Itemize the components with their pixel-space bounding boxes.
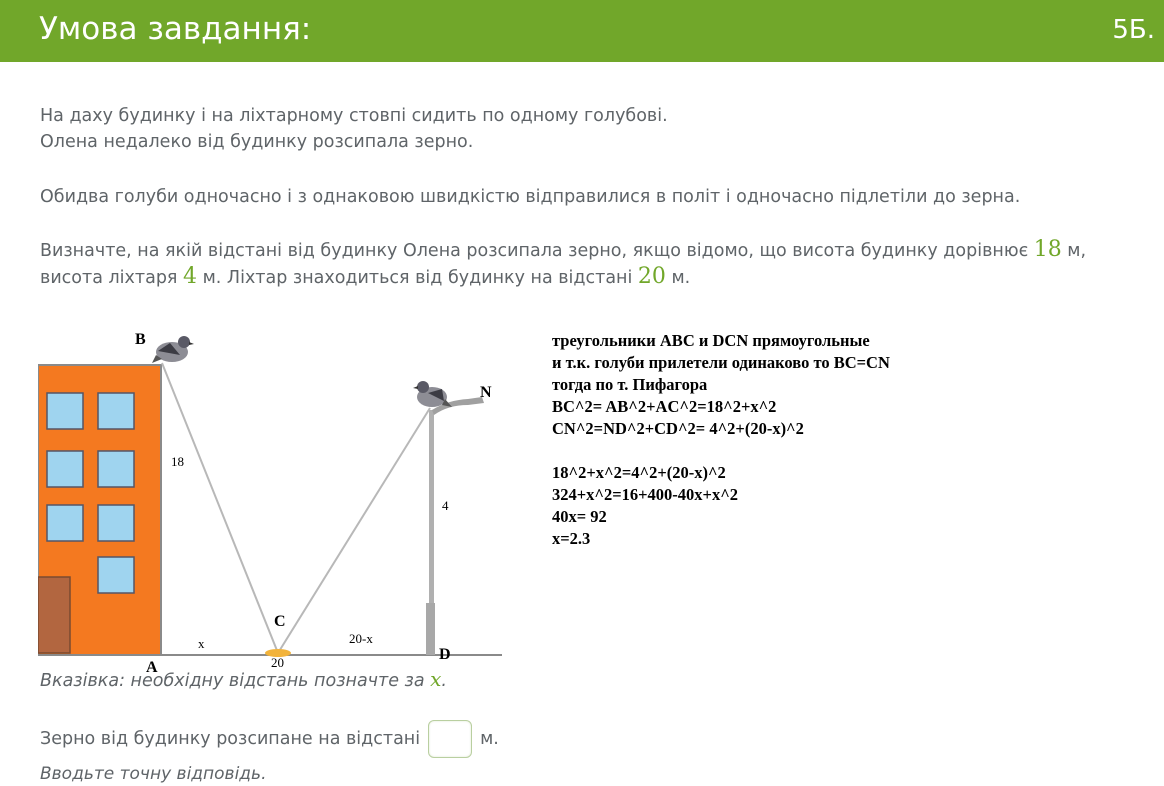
task-line-2: Олена недалеко від будинку розсипала зерно.: [40, 132, 474, 152]
line-NC: [278, 408, 430, 653]
question-text: м.: [665, 268, 691, 288]
hint: [40, 667, 447, 691]
task-question-line-2: [40, 264, 1150, 291]
solution-line: и т.к. голуби прилетели одинаково то BC=CN: [552, 353, 890, 372]
segment-label-ND: 4: [442, 498, 449, 513]
point-label-C: C: [274, 613, 286, 630]
answer-row: [40, 718, 499, 760]
question-text: м,: [1061, 241, 1087, 261]
answer-note: Вводьте точну відповідь.: [40, 764, 267, 784]
solution-line: 324+x^2=16+400-40x+x^2: [552, 485, 739, 504]
lamp-height-value: 4: [183, 264, 198, 289]
distance-value: 20: [637, 264, 666, 289]
task-figure: [38, 325, 508, 675]
task-header: [0, 0, 1164, 62]
line-BC: [162, 363, 278, 653]
solution-line: треугольники ABC и DCN прямоугольные: [552, 331, 870, 350]
answer-unit: м.: [480, 729, 499, 749]
question-text: Визначте, на якій відстані від будинку Олена розсипала зерно, якщо відомо, що висота будинку дорівнює: [40, 241, 1034, 261]
hint-text: Вказівка: необхідну відстань позначте за: [40, 671, 431, 691]
house-height-value: 18: [1033, 237, 1062, 262]
task-title: Умова завдання:: [39, 11, 312, 47]
task-question-line-1: [40, 237, 1150, 264]
point-label-D: D: [439, 646, 451, 663]
hint-end: .: [441, 671, 447, 691]
lamp-post-base: [426, 603, 435, 655]
solution-line: 18^2+x^2=4^2+(20-x)^2: [552, 463, 726, 482]
answer-label: Зерно від будинку розсипане на відстані: [40, 729, 421, 749]
solution-line: x=2.3: [552, 529, 591, 548]
question-text: висота ліхтаря: [40, 268, 184, 288]
building-door: [38, 577, 70, 653]
solution-text: [552, 330, 890, 550]
pigeon-icon: [152, 336, 194, 363]
solution-line: CN^2=ND^2+CD^2= 4^2+(20-x)^2: [552, 419, 804, 438]
question-text: м. Ліхтар знаходиться від будинку на відстані: [197, 268, 638, 288]
solution-line: [552, 440, 890, 462]
solution-line: тогда по т. Пифагора: [552, 375, 708, 394]
point-label-B: B: [135, 331, 146, 348]
task-line-3: Обидва голуби одночасно і з однаковою швидкістю відправилися в політ і одночасно підлетіли до зерна.: [40, 187, 1021, 207]
answer-input[interactable]: [428, 720, 472, 758]
solution-line: BC^2= AB^2+AC^2=18^2+x^2: [552, 397, 777, 416]
segment-label-AC: x: [198, 636, 205, 651]
task-line-1: На даху будинку і на ліхтарному стовпі сидить по одному голубові.: [40, 106, 668, 126]
segment-label-CD: 20-x: [349, 631, 373, 646]
segment-label-AD: 20: [271, 655, 284, 670]
pigeon-icon: [413, 381, 452, 407]
hint-variable: x: [430, 667, 442, 691]
segment-label-AB: 18: [171, 454, 184, 469]
point-label-A: A: [146, 659, 158, 675]
task-points: 5Б.: [1112, 15, 1155, 45]
solution-line: 40x= 92: [552, 507, 607, 526]
point-label-N: N: [480, 384, 492, 401]
